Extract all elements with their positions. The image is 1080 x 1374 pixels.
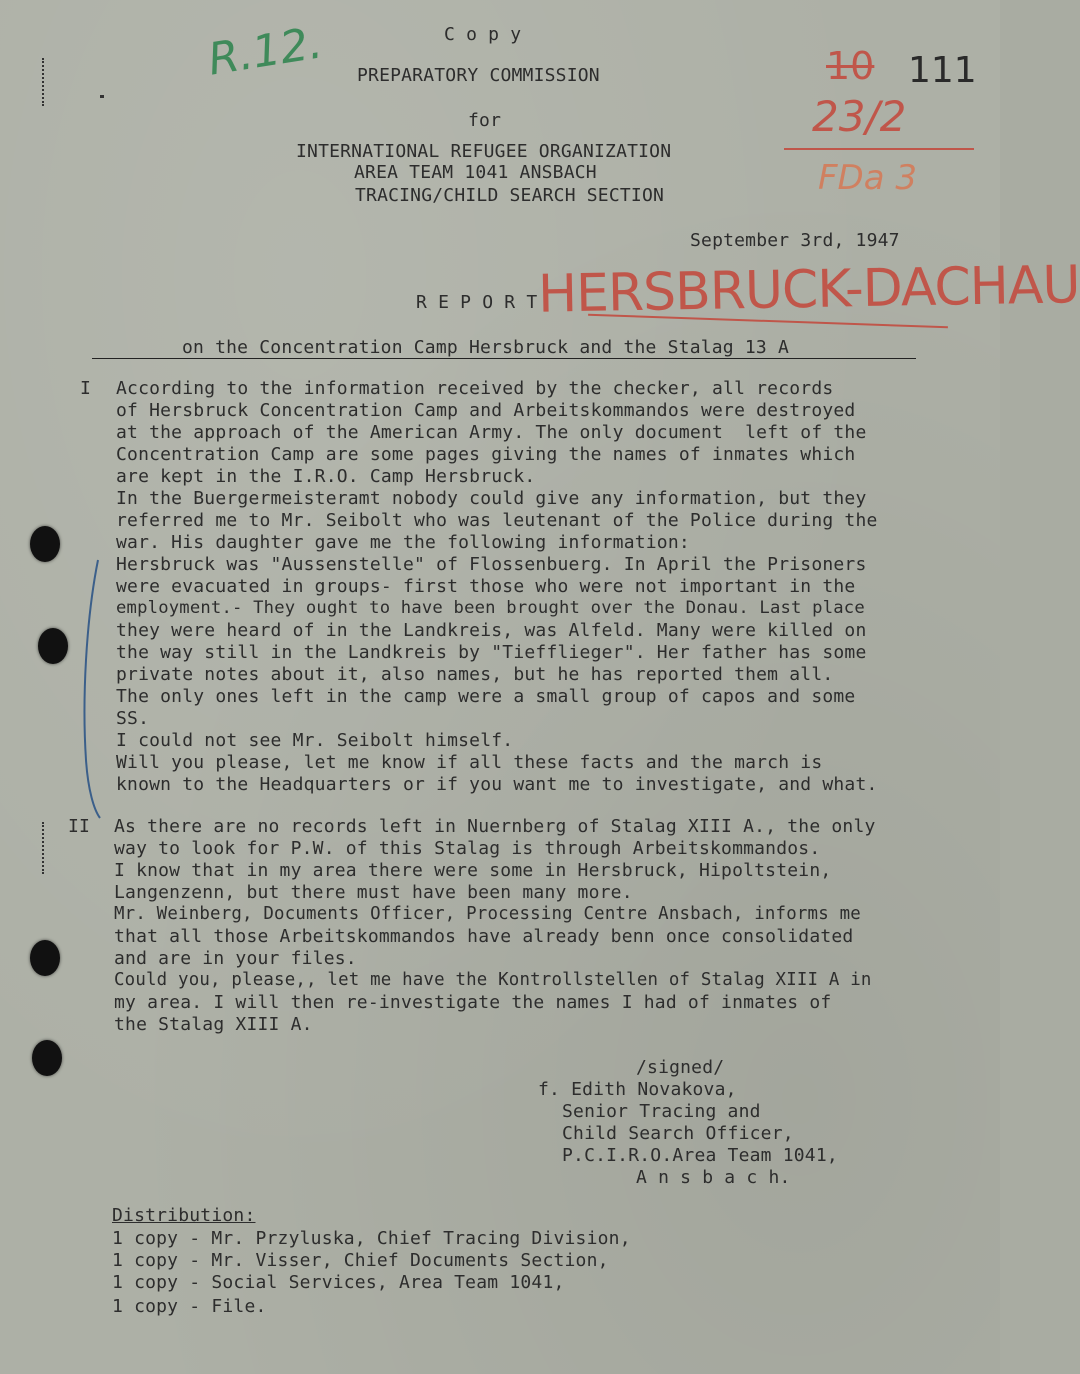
body-line: The only ones left in the camp were a small group of capos and some [116,686,856,707]
header-area-team: AREA TEAM 1041 ANSBACH [354,162,597,183]
subject-underline [92,358,916,359]
body-line: I could not see Mr. Seibolt himself. [116,730,514,751]
signatory-org: P.C.I.R.O.Area Team 1041, [562,1145,838,1166]
body-line: that all those Arbeitskommandos have already benn once consolidated [114,926,854,947]
handwritten-place-title: HERSBRUCK-DACHAU [537,255,1080,325]
margin-mark [100,95,104,98]
header-commission: PREPARATORY COMMISSION [357,65,600,86]
handwritten-folio-struck: 10 [826,44,875,88]
punch-hole-2 [38,628,68,664]
body-line: referred me to Mr. Seibolt who was leutenant of the Police during the [116,510,878,531]
handwritten-folio: 111 [908,50,977,91]
body-line: I know that in my area there were some in Hersbruck, Hipoltstein, [114,860,832,881]
body-line: According to the information received by the checker, all records [116,378,834,399]
distribution-item: 1 copy - Mr. Visser, Chief Documents Section, [112,1250,609,1271]
body-line: the Stalag XIII A. [114,1014,313,1035]
section-2-numeral: II [68,816,91,837]
body-line: Could you, please,, let me have the Kontrollstellen of Stalag XIII A in [114,970,872,990]
body-line: Langenzenn, but there must have been many more. [114,882,633,903]
report-subject: on the Concentration Camp Hersbruck and the Stalag 13 A [182,337,790,358]
distribution-item: 1 copy - Social Services, Area Team 1041, [112,1272,565,1293]
signatory-place: A n s b a c h. [636,1167,791,1188]
body-line: As there are no records left in Nuernberg of Stalag XIII A., the only [114,816,876,837]
handwritten-page-ref: 23/2 [812,92,907,141]
signatory-title-2: Child Search Officer, [562,1123,794,1144]
distribution-item: 1 copy - File. [112,1296,267,1317]
body-line: employment.- They ought to have been brought over the Donau. Last place [116,598,865,618]
header-section: TRACING/CHILD SEARCH SECTION [355,185,665,206]
body-line: way to look for P.W. of this Stalag is through Arbeitskommandos. [114,838,821,859]
copy-label: C o p y [444,24,522,45]
signed-mark: /signed/ [636,1057,725,1078]
body-line: private notes about it, also names, but he has reported them all. [116,664,834,685]
signatory-name: f. Edith Novakova, [538,1079,737,1100]
handwritten-category: FDa 3 [818,158,918,198]
body-line: were evacuated in groups- first those who were not important in the [116,576,856,597]
body-line: Will you please, let me know if all these facts and the march is [116,752,823,773]
body-line: war. His daughter gave me the following information: [116,532,690,553]
body-line: and are in your files. [114,948,357,969]
header-for: for [468,110,502,131]
body-line: they were heard of in the Landkreis, was Alfeld. Many were killed on [116,620,867,641]
body-line: SS. [116,708,150,729]
body-line: of Hersbruck Concentration Camp and Arbeitskommandos were destroyed [116,400,856,421]
margin-bracket [76,560,106,820]
header-organization: INTERNATIONAL REFUGEE ORGANIZATION [296,141,672,162]
body-line: Hersbruck was "Aussenstelle" of Flossenbuerg. In April the Prisoners [116,554,867,575]
handwritten-file-ref: R.12. [204,17,326,86]
red-pencil-line [784,148,974,150]
punch-hole-4 [32,1040,62,1076]
body-line: known to the Headquarters or if you want me to investigate, and what. [116,774,878,795]
body-line: Mr. Weinberg, Documents Officer, Processing Centre Ansbach, informs me [114,904,861,924]
body-line: the way still in the Landkreis by "Tiefflieger". Her father has some [116,642,867,663]
report-label: R E P O R T [416,292,538,313]
margin-mark [42,58,47,106]
signatory-title-1: Senior Tracing and [562,1101,761,1122]
punch-hole-1 [30,526,60,562]
body-line: are kept in the I.R.O. Camp Hersbruck. [116,466,536,487]
body-line: Concentration Camp are some pages giving the names of inmates which [116,444,856,465]
section-1-numeral: I [80,378,92,399]
margin-mark [42,822,47,874]
body-line: In the Buergermeisteramt nobody could give any information, but they [116,488,867,509]
punch-hole-3 [30,940,60,976]
letter-date: September 3rd, 1947 [690,230,900,251]
distribution-item: 1 copy - Mr. Przyluska, Chief Tracing Division, [112,1228,631,1249]
body-line: my area. I will then re-investigate the names I had of inmates of [114,992,832,1013]
body-line: at the approach of the American Army. The only document left of the [116,422,867,443]
distribution-heading: Distribution: [112,1205,256,1226]
